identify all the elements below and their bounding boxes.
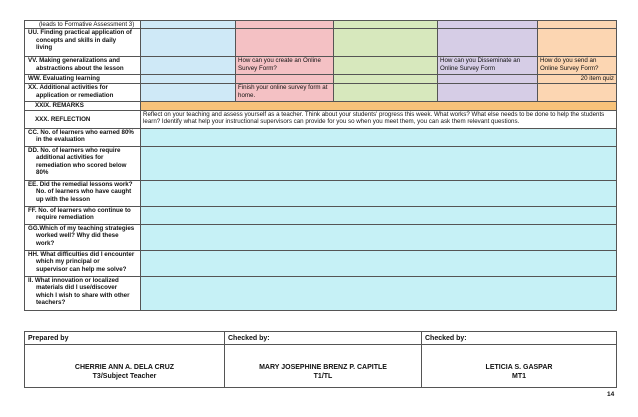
prepared-by-label: Prepared by	[25, 332, 225, 345]
label-line: which I wish to share with other	[36, 291, 130, 299]
label-line: EE. Did the remedial lessons work?	[28, 180, 133, 188]
cell-thu[interactable]	[438, 75, 538, 84]
dll-table	[24, 20, 617, 311]
row-label	[25, 250, 141, 276]
signatory-tl	[225, 345, 422, 388]
label-line: application or remediation	[36, 91, 114, 99]
signatory-name: LETICIA S. GASPAR	[485, 364, 553, 371]
label-line: abstractions about the lesson	[36, 64, 124, 72]
row-xx	[25, 84, 617, 102]
cell-mon[interactable]	[141, 21, 236, 29]
label-line: HH. What difficulties did I encounter	[28, 250, 135, 258]
row-label	[25, 206, 141, 224]
row-label	[25, 180, 141, 206]
answer-cell[interactable]	[141, 250, 617, 276]
row-ww	[25, 75, 617, 84]
cell-wed[interactable]	[334, 29, 438, 57]
label-line: GG.Which of my teaching strategies	[28, 224, 135, 232]
cell-tue[interactable]: Finish your online survey form at home.	[236, 84, 334, 102]
checked-by-label: Checked by:	[422, 332, 617, 345]
row-label	[25, 29, 141, 57]
row-reflection	[25, 110, 617, 128]
label-line: living	[36, 44, 53, 52]
cell-tue[interactable]	[236, 21, 334, 29]
row-label	[25, 57, 141, 75]
row-label	[25, 84, 141, 102]
signatory-title: T1/TL	[313, 373, 333, 380]
label-line: work?	[36, 239, 55, 247]
row-cc	[25, 128, 617, 146]
row-ii	[25, 276, 617, 310]
cell-mon[interactable]	[141, 57, 236, 75]
signatory-title: MT1	[512, 373, 526, 380]
page-number: 14	[607, 391, 615, 398]
row-dd	[25, 146, 617, 180]
cell-fri[interactable]	[538, 84, 617, 102]
cell-fri[interactable]: 20 item quiz	[538, 75, 617, 84]
label-line: require remediation	[36, 214, 94, 222]
label-line: concepts and skills in daily	[36, 36, 117, 44]
row-label: (leads to Formative Assessment 3)	[25, 21, 141, 29]
signatory-name: CHERRIE ANN A. DELA CRUZ	[74, 364, 175, 371]
reflection-text: Reflect on your teaching and assess yourself as a teacher. Think about your students' progress this week. What works? What else needs to be done to help the students learn? Identify what help your instructional supervisors can provide for you so when you meet them, you can ask them relevant questions.	[141, 110, 617, 128]
label-line: 80%	[36, 169, 49, 177]
cell-wed[interactable]	[334, 75, 438, 84]
signature-table	[24, 331, 617, 388]
label-line: which my principal or	[36, 258, 100, 266]
signatory-name: MARY JOSEPHINE BRENZ P. CAPITLE	[259, 364, 387, 371]
cell-mon[interactable]	[141, 29, 236, 57]
cell-mon[interactable]	[141, 84, 236, 102]
row-label: XXIX. REMARKS	[25, 102, 141, 110]
label-line: materials did I use/discover	[36, 284, 118, 292]
label-line: teachers?	[36, 299, 66, 307]
signatory-title: T3/Subject Teacher	[92, 373, 157, 380]
label-line: UU. Finding practical application of	[28, 29, 132, 37]
signatory-mt	[422, 345, 617, 388]
row-label	[25, 276, 141, 310]
answer-cell[interactable]	[141, 224, 617, 250]
cell-thu[interactable]	[438, 21, 538, 29]
label-line: No. of learners who have caught	[36, 188, 132, 196]
label-line: FF. No. of learners who continue to	[28, 206, 131, 214]
row-gg	[25, 224, 617, 250]
row-vv	[25, 57, 617, 75]
label-line: supervisor can help me solve?	[36, 265, 127, 273]
answer-cell[interactable]	[141, 180, 617, 206]
signature-names-row	[25, 345, 617, 388]
label-line: II. What innovation or localized	[28, 276, 119, 284]
row-remarks	[25, 102, 617, 110]
remarks-cell[interactable]	[141, 102, 617, 110]
row-ff	[25, 206, 617, 224]
row-label	[25, 146, 141, 180]
cell-thu[interactable]	[438, 29, 538, 57]
row-label	[25, 224, 141, 250]
checked-by-label: Checked by:	[225, 332, 422, 345]
label-line: additional activities for	[36, 154, 104, 162]
answer-cell[interactable]	[141, 128, 617, 146]
row-hh	[25, 250, 617, 276]
cell-tue[interactable]: How can you create an Online Survey Form?	[236, 57, 334, 75]
answer-cell[interactable]	[141, 206, 617, 224]
label-line: up with the lesson	[36, 195, 90, 203]
cell-fri[interactable]: How do you send an Online Survey Form?	[538, 57, 617, 75]
cell-mon[interactable]	[141, 75, 236, 84]
answer-cell[interactable]	[141, 146, 617, 180]
label-line: worked well? Why did these	[36, 232, 119, 240]
cell-thu[interactable]: How can you Disseminate an Online Survey Form	[438, 57, 538, 75]
answer-cell[interactable]	[141, 276, 617, 310]
cell-fri[interactable]	[538, 21, 617, 29]
label-line: CC. No. of learners who earned 80%	[28, 128, 134, 136]
row-label: XXX. REFLECTION	[25, 110, 141, 128]
row-uu	[25, 29, 617, 57]
cell-tue[interactable]	[236, 75, 334, 84]
signatory-teacher	[25, 345, 225, 388]
cell-tue[interactable]	[236, 29, 334, 57]
cell-wed[interactable]	[334, 57, 438, 75]
row-leads-to-fa3	[25, 21, 617, 29]
cell-wed[interactable]	[334, 84, 438, 102]
label-line: remediation who scored below	[36, 161, 127, 169]
label-line: in the evaluation	[36, 136, 85, 144]
row-ee	[25, 180, 617, 206]
row-label	[25, 128, 141, 146]
row-label: WW. Evaluating learning	[25, 75, 141, 84]
signature-header-row	[25, 332, 617, 345]
cell-thu[interactable]	[438, 84, 538, 102]
label-line: VV. Making generalizations and	[28, 57, 120, 65]
cell-wed[interactable]	[334, 21, 438, 29]
label-line: XX. Additional activities for	[28, 84, 108, 92]
label-line: DD. No. of learners who require	[28, 146, 121, 154]
cell-fri[interactable]	[538, 29, 617, 57]
